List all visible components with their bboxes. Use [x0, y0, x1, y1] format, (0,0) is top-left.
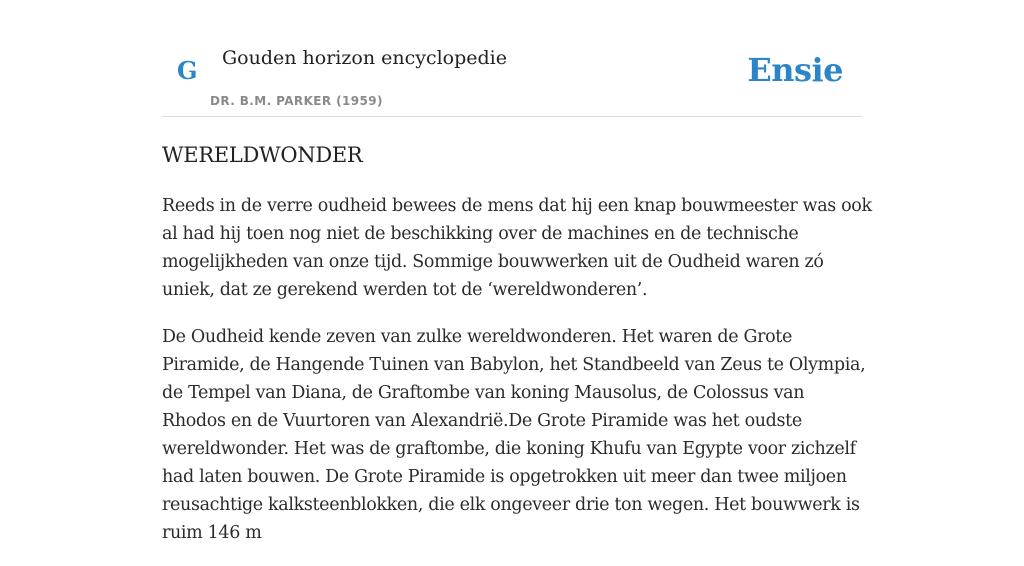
book-logo[interactable]: G [177, 56, 198, 85]
page-header [162, 0, 862, 117]
entry-content [162, 140, 872, 566]
site-logo[interactable]: Ensie [747, 51, 843, 89]
entry-paragraph: De Oudheid kende zeven van zulke wereldwonderen. Het waren de Grote Piramide, de Hangende Tuinen van Babylon, het Standbeeld van Zeus te Olympia, de Tempel van Diana, de Graftombe van koning Mausolus, de Colossus van Rhodos en de Vuurtoren van Alexandrië.De Grote Piramide was het oudste wereldwonder. Het was de graftombe, die koning Khufu van Egypte voor zichzelf had laten bouwen. De Grote Piramide is opgetrokken uit meer dan twee miljoen reusachtige kalksteenblokken, die elk ongeveer drie ton wegen. Het bouwwerk is ruim 146 m [162, 327, 866, 543]
book-title-link[interactable]: Gouden horizon encyclopedie [222, 47, 507, 69]
entry-title: WERELDWONDER [162, 143, 363, 167]
entry-paragraph: Reeds in de verre oudheid bewees de mens dat hij een knap bouwmeester was ook al had hij toen nog niet de beschikking over de machines en de technische mogelijkheden van onze tijd. Sommige bouwwerken uit de Oudheid waren zó uniek, dat ze gerekend werden tot de ‘wereldwonderen’. [162, 196, 872, 300]
book-author: DR. B.M. PARKER (1959) [210, 94, 383, 108]
